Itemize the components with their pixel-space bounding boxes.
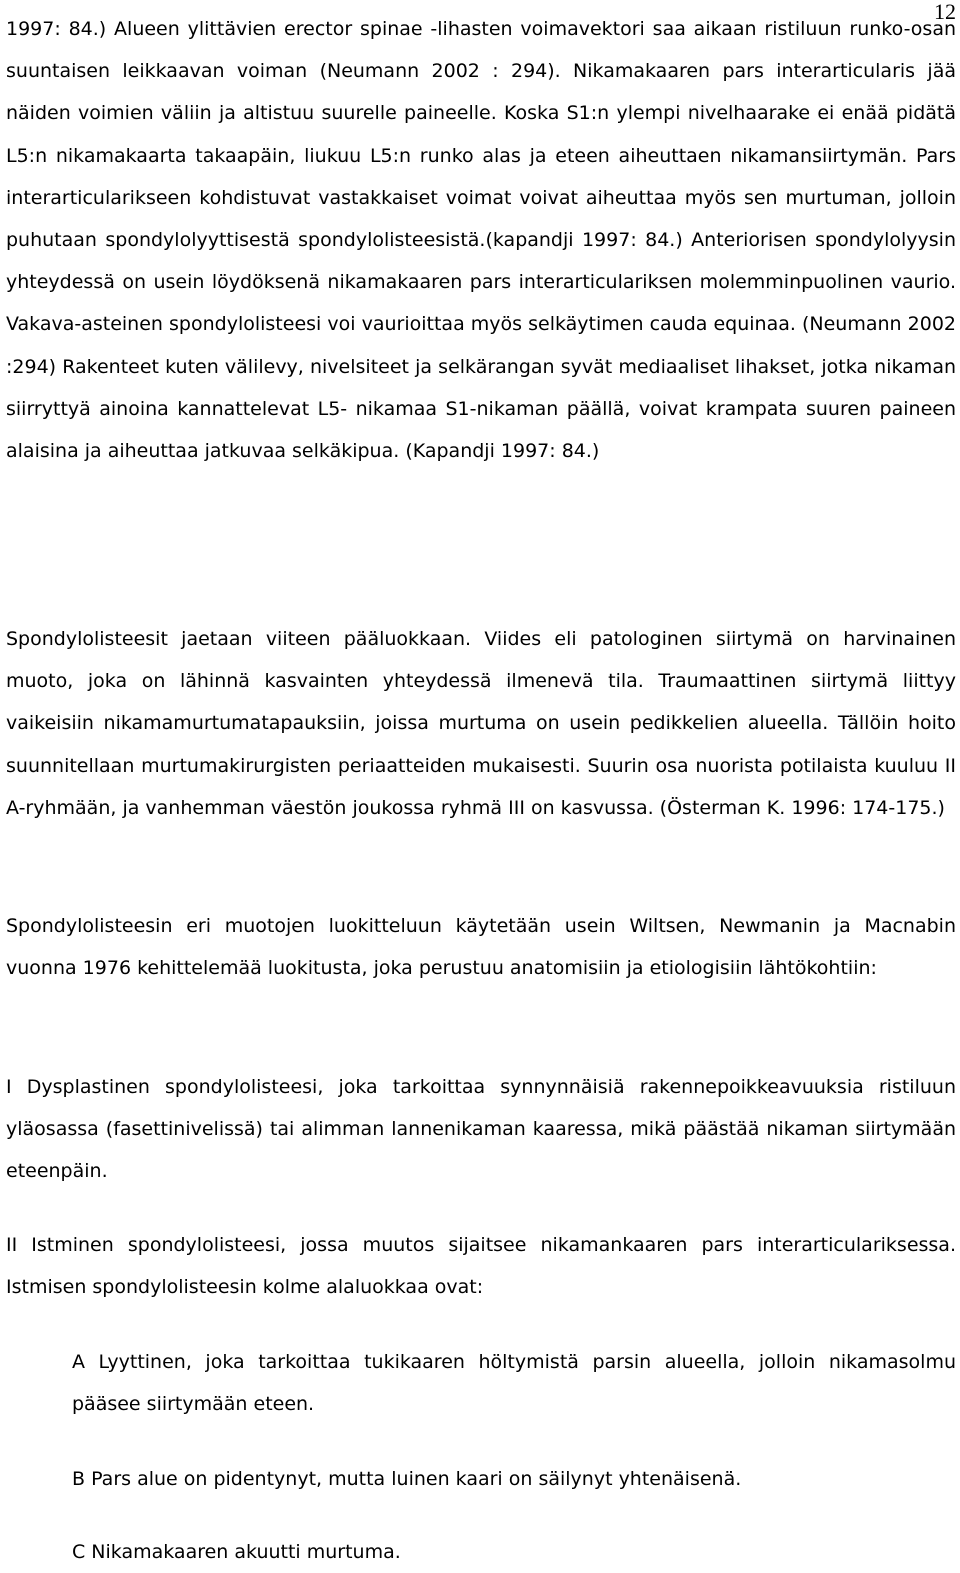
paragraph-classes: Spondylolisteesit jaetaan viiteen pääluokkaan. Viides eli patologinen siirtymä on harvinainen muoto, joka on lähinnä kasvainten yhteydessä ilmenevä tila. Traumaattinen siirtymä liittyy vaikeisiin nikamamurtumatapauksiin, joissa murtuma on usein pedikkelien alueella. Tällöin hoito suunnitellaan murtumakirurgisten periaatteiden mukaisesti. Suurin osa nuorista potilaista kuuluu II A-ryhmään, ja vanhemman väestön joukossa ryhmä III on kasvussa. (Österman K. 1996: 174-175.) (6, 628, 956, 819)
sub-item-c: C Nikamakaaren akuutti murtuma. (72, 1541, 401, 1563)
page-number: 12 (934, 0, 956, 24)
list-item-type-ii: II Istminen spondylolisteesi, jossa muutos sijaitsee nikamankaaren pars interarticulariksessa. Istmisen spondylolisteesin kolme alaluokkaa ovat: (6, 1234, 956, 1299)
paragraph-mechanism: 1997: 84.) Alueen ylittävien erector spinae -lihasten voimavektori saa aikaan ristiluun runko-osan suuntaisen leikkaavan voiman (Neumann 2002 : 294). Nikamakaaren pars interarticularis jää näiden voimien väliin ja altistuu suurelle paineelle. Koska S1:n ylempi nivelhaarake ei enää pidätä L5:n nikamakaarta takaapäin, liukuu L5:n runko alas ja eteen aiheuttaen nikamansiirtymän. Pars interarticularikseen kohdistuvat vastakkaiset voimat voivat aiheuttaa myös sen murtuman, jolloin puhutaan spondylolyyttisestä spondylolisteesistä.(kapandji 1997: 84.) Anteriorisen spondylolyysin yhteydessä on usein löydöksenä nikamakaaren pars interarticulariksen molemminpuolinen vaurio. Vakava-asteinen spondylolisteesi voi vaurioittaa myös selkäytimen cauda equinaa. (Neumann 2002 :294) Rakenteet kuten välilevy, nivelsiteet ja selkärangan syvät mediaaliset lihakset, jotka nikaman siirryttyä ainoina kannattelevat L5- nikamaa S1-nikaman päällä, voivat krampata suuren paineen alaisina ja aiheuttaa jatkuvaa selkäkipua. (Kapandji 1997: 84.) (6, 18, 956, 463)
paragraph-classification-intro: Spondylolisteesin eri muotojen luokitteluun käytetään usein Wiltsen, Newmanin ja Macnabin vuonna 1976 kehittelemää luokitusta, joka perustuu anatomisiin ja etiologisiin lähtökohtiin: (6, 915, 956, 980)
sub-item-b: B Pars alue on pidentynyt, mutta luinen kaari on säilynyt yhtenäisenä. (72, 1468, 742, 1490)
sub-item-a: A Lyyttinen, joka tarkoittaa tukikaaren höltymistä parsin alueella, jolloin nikamasolmu pääsee siirtymään eteen. (72, 1351, 956, 1416)
list-item-type-i: I Dysplastinen spondylolisteesi, joka tarkoittaa synnynnäisiä rakennepoikkeavuuksia ristiluun yläosassa (fasettinivelissä) tai alimman lannenikaman kaaressa, mikä päästää nikaman siirtymään eteenpäin. (6, 1076, 956, 1183)
